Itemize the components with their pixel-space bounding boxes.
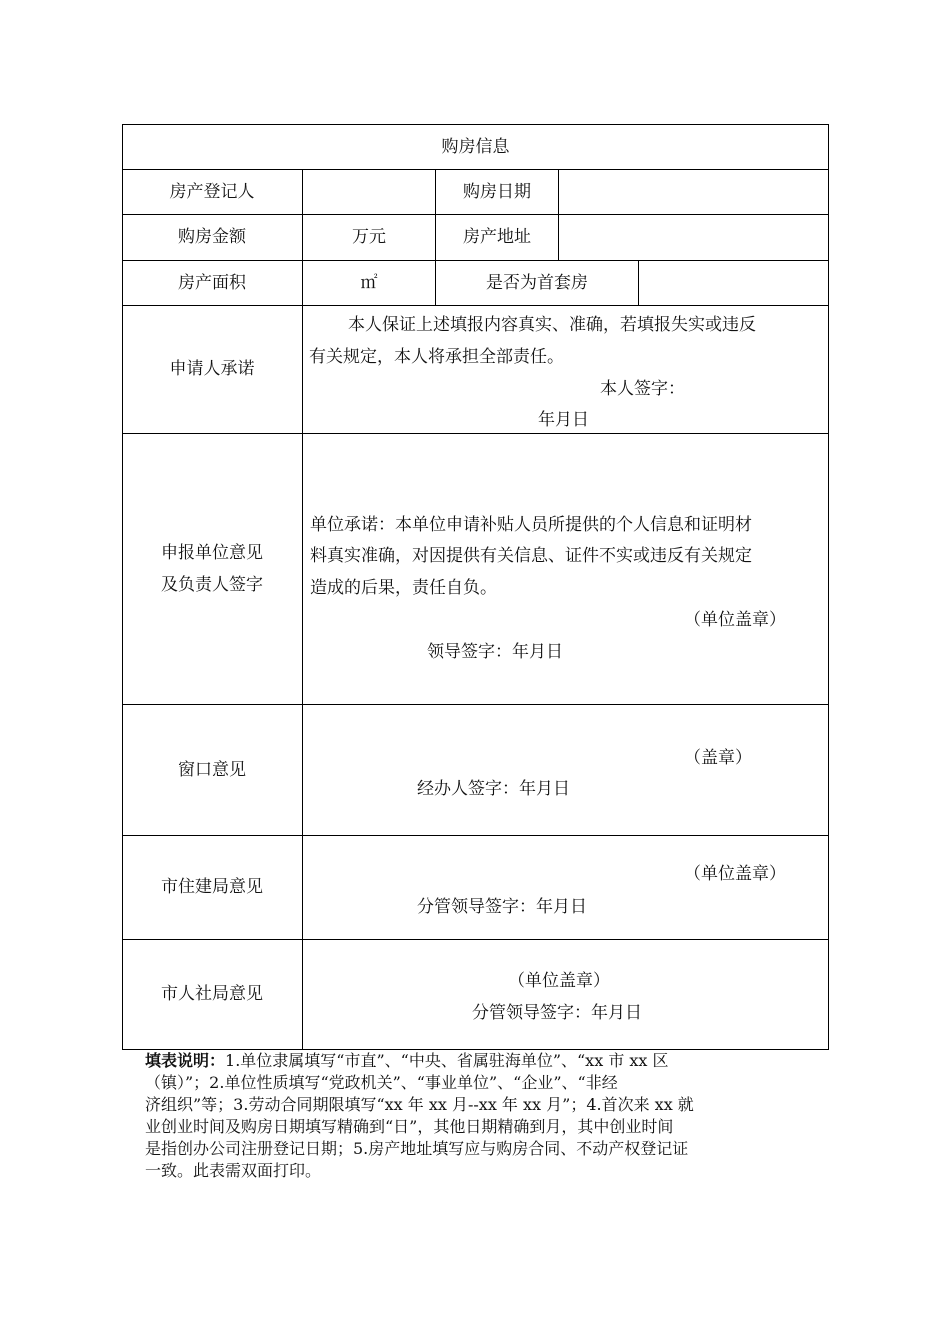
hr-bureau-seal: （单位盖章） bbox=[508, 971, 610, 991]
window-seal: （盖章） bbox=[684, 748, 752, 768]
section-title: 购房信息 bbox=[441, 136, 510, 157]
purchase-date-label: 购房日期 bbox=[463, 181, 531, 202]
table-border-right bbox=[828, 124, 829, 1050]
unit-leader-signature: 领导签字：年月日 bbox=[427, 642, 563, 662]
purchase-date-field[interactable] bbox=[559, 169, 828, 214]
unit-seal: （单位盖章） bbox=[684, 610, 786, 630]
area-field[interactable]: ㎡ bbox=[360, 272, 378, 293]
housing-bureau-seal: （单位盖章） bbox=[684, 864, 786, 884]
unit-opinion-label-line: 申报单位意见 bbox=[161, 542, 263, 563]
unit-commitment-text: 造成的后果，责任自负。 bbox=[310, 578, 497, 598]
amount-field[interactable]: 万元 bbox=[352, 227, 386, 247]
instructions-line: （镇）”；2.单位性质填写“党政机关”、“事业单位”、“企业”、“非经 bbox=[145, 1073, 618, 1092]
registrant-field[interactable] bbox=[303, 169, 435, 214]
unit-commitment-text: 料真实准确，对因提供有关信息、证件不实或违反有关规定 bbox=[310, 546, 752, 566]
applicant-date: 年月日 bbox=[538, 410, 589, 430]
housing-bureau-signature: 分管领导签字：年月日 bbox=[417, 897, 587, 917]
window-opinion-label: 窗口意见 bbox=[178, 759, 246, 780]
instructions-text: 1.单位隶属填写“市直”、“中央、省属驻海单位”、“xx 市 xx 区 bbox=[225, 1051, 669, 1070]
applicant-commitment-text: 本人保证上述填报内容真实、准确，若填报失实或违反 bbox=[348, 315, 756, 335]
unit-opinion-label-line: 及负责人签字 bbox=[161, 574, 263, 595]
instructions-line bbox=[145, 1050, 815, 1072]
filling-instructions bbox=[145, 1050, 815, 1182]
unit-commitment-text: 单位承诺：本单位申请补贴人员所提供的个人信息和证明材 bbox=[310, 515, 752, 535]
registrant-label: 房产登记人 bbox=[169, 181, 255, 202]
address-field[interactable] bbox=[559, 214, 828, 260]
area-label: 房产面积 bbox=[178, 272, 246, 293]
unit-opinion-label bbox=[122, 433, 302, 704]
window-handler-signature: 经办人签字：年月日 bbox=[417, 779, 570, 799]
amount-label: 购房金额 bbox=[178, 227, 246, 247]
instructions-line: 是指创办公司注册登记日期；5.房产地址填写应与购房合同、不动产权登记证 bbox=[145, 1139, 689, 1158]
instructions-line: 济组织”等；3.劳动合同期限填写“xx 年 xx 月--xx 年 xx 月”；4.首次来 xx 就 bbox=[145, 1095, 694, 1114]
instructions-title: 填表说明： bbox=[145, 1051, 226, 1070]
instructions-line: 业创业时间及购房日期填写精确到“日”，其他日期精确到月，其中创业时间 bbox=[145, 1117, 674, 1136]
hr-bureau-label: 市人社局意见 bbox=[161, 984, 263, 1004]
housing-bureau-label: 市住建局意见 bbox=[161, 877, 263, 897]
first-home-label: 是否为首套房 bbox=[486, 272, 588, 293]
applicant-commitment-text: 有关规定，本人将承担全部责任。 bbox=[309, 347, 564, 367]
address-label: 房产地址 bbox=[463, 227, 531, 247]
applicant-commitment-label: 申请人承诺 bbox=[169, 359, 255, 379]
applicant-signature: 本人签字： bbox=[600, 379, 685, 399]
subsidy-form-table bbox=[122, 124, 829, 1050]
hr-bureau-signature: 分管领导签字：年月日 bbox=[472, 1003, 642, 1023]
instructions-line: 一致。此表需双面打印。 bbox=[145, 1161, 322, 1180]
first-home-field[interactable] bbox=[639, 260, 828, 305]
